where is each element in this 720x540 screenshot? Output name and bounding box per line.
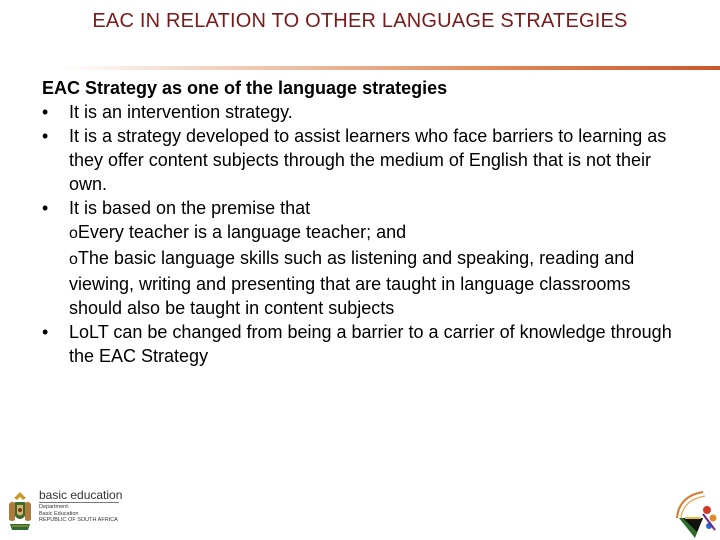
bullet-text: It is a strategy developed to assist learners who face barriers to learning as they offer content subjects through the medium of English that is not their own. (69, 126, 667, 194)
sub-bullet-text: Every teacher is a language teacher; and (77, 222, 407, 242)
sub-bullet-marker: o (69, 251, 78, 268)
brand-line-1: Department: (39, 504, 70, 510)
coat-of-arms-icon (6, 490, 34, 534)
brand-line-2: Basic Education (39, 510, 79, 517)
bullet-item (42, 196, 682, 220)
bullet-marker: • (42, 198, 49, 218)
section-heading: EAC Strategy as one of the language strategies (42, 78, 448, 98)
bullet-marker: • (42, 126, 49, 146)
brand-name: basic education (39, 488, 123, 502)
bullet-marker: • (42, 102, 49, 122)
brand-divider (39, 502, 119, 503)
department-logo (6, 488, 146, 538)
slide-body (42, 76, 682, 368)
bullet-text: It is an intervention strategy. (69, 102, 293, 122)
bullet-item (42, 320, 682, 368)
sub-bullet-item (42, 246, 682, 320)
sub-bullet-item (42, 220, 682, 246)
bullet-item (42, 100, 682, 124)
brand-line-3: REPUBLIC OF SOUTH AFRICA (39, 517, 118, 523)
brand-subtitle (39, 504, 118, 524)
sub-bullet-text: The basic language skills such as listening and speaking, reading and viewing, writing and presenting that are taught in language classrooms should also be taught in content subjects (69, 248, 635, 318)
bullet-item (42, 124, 682, 196)
bullet-marker: • (42, 322, 49, 342)
bullet-text: LoLT can be changed from being a barrier to a carrier of knowledge through the EAC Strategy (69, 322, 672, 366)
sub-bullet-marker: o (69, 225, 78, 242)
title-divider (60, 66, 720, 70)
anniversary-emblem-icon (673, 488, 719, 540)
slide-title: EAC IN RELATION TO OTHER LANGUAGE STRATEGIES (92, 10, 628, 32)
bullet-text: It is based on the premise that (69, 198, 311, 218)
